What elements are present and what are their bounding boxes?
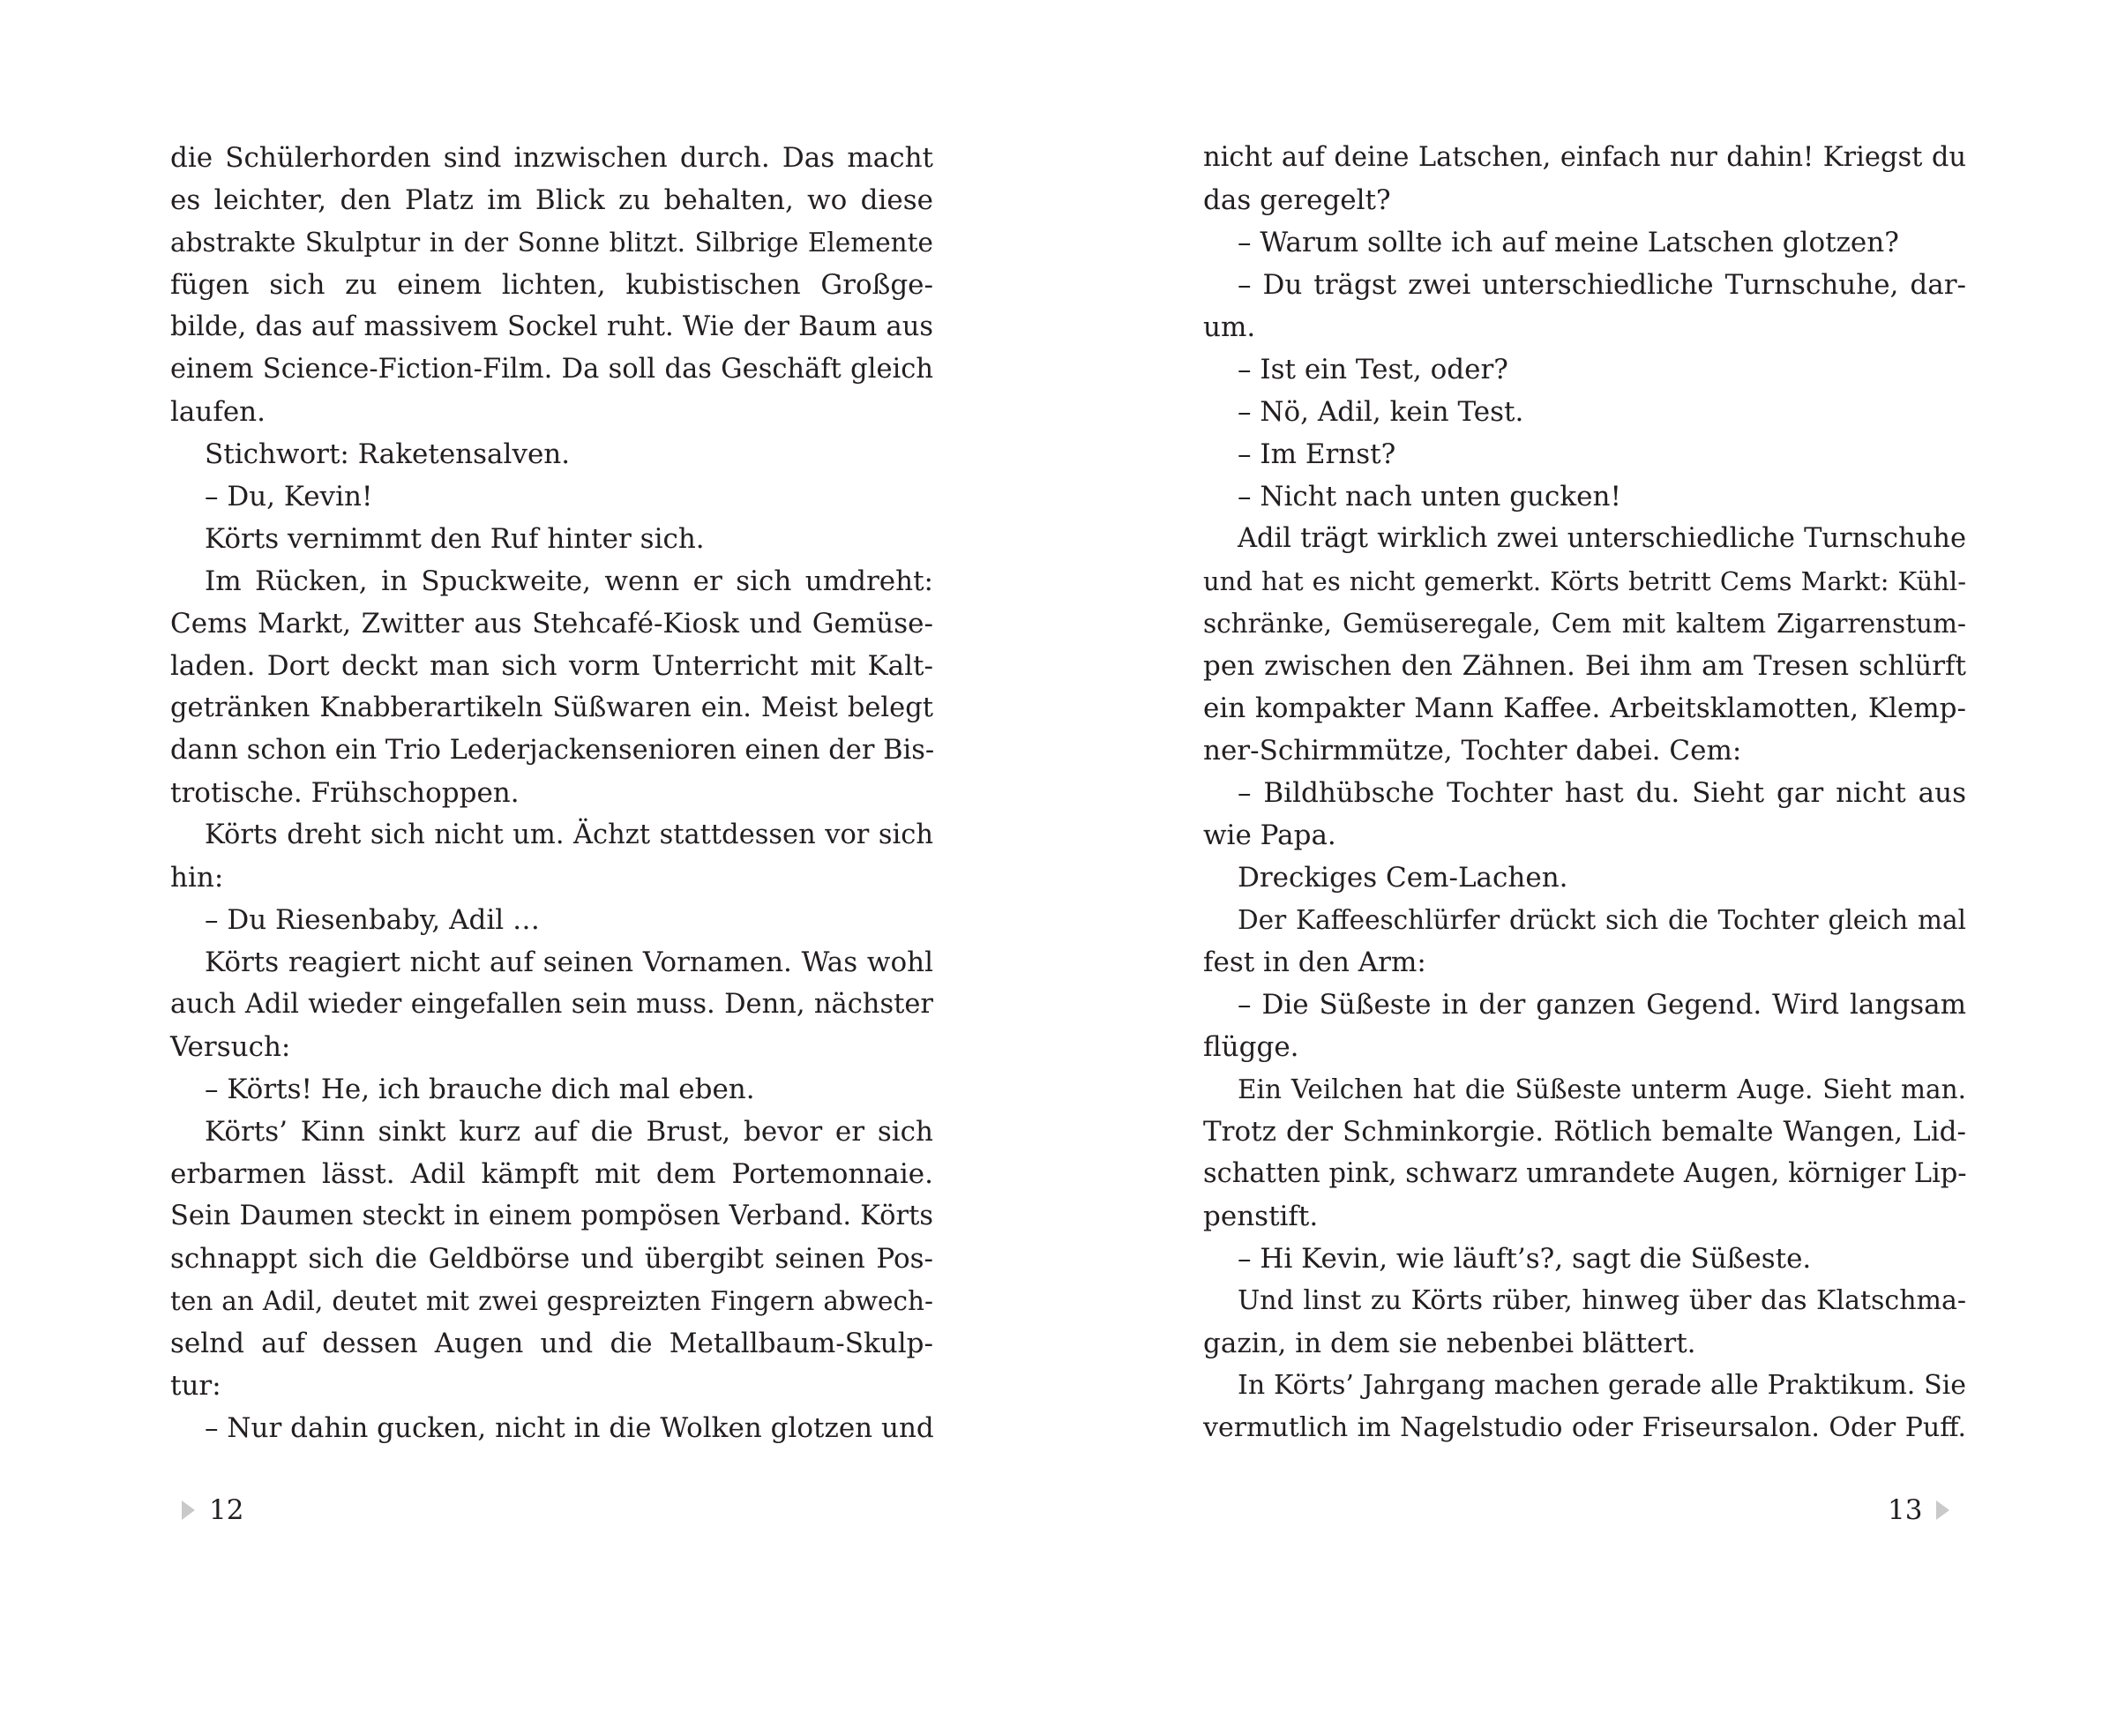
text-line: abstrakte Skulptur in der Sonne blitzt. Silbrige Elemente <box>170 228 933 258</box>
text-line: – Du trägst zwei unterschiedliche Turnschuhe, dar- <box>1238 269 1966 301</box>
text-line: – Nicht nach unten gucken! <box>1238 481 1621 513</box>
text-line: Im Rücken, in Spuckweite, wenn er sich umdreht: <box>205 565 933 597</box>
text-line: In Körts’ Jahrgang machen gerade alle Praktikum. Sie <box>1238 1370 1966 1401</box>
text-line: schnappt sich die Geldbörse und übergibt seinen Pos- <box>170 1243 933 1275</box>
text-line: – Hi Kevin, wie läuft’s?, sagt die Süßeste. <box>1238 1243 1812 1275</box>
text-line: ein kompakter Mann Kaffee. Arbeitsklamotten, Klemp- <box>1203 692 1966 724</box>
text-line: Dreckiges Cem-Lachen. <box>1238 862 1568 894</box>
text-line: – Nö, Adil, kein Test. <box>1238 396 1524 428</box>
text-line: schränke, Gemüseregale, Cem mit kaltem Zigarrenstum- <box>1203 609 1966 639</box>
text-line: Stichwort: Raketensalven. <box>205 438 571 470</box>
page-number-right: 13 <box>1888 1494 1923 1526</box>
text-line: einem Science-Fiction-Film. Da soll das Geschäft gleich <box>170 354 933 385</box>
text-line: Körts’ Kinn sinkt kurz auf die Brust, bevor er sich <box>205 1116 933 1148</box>
text-line: trotische. Frühschoppen. <box>170 777 520 809</box>
text-line: Trotz der Schminkorgie. Rötlich bemalte Wangen, Lid- <box>1203 1116 1966 1148</box>
text-line: ten an Adil, deutet mit zwei gespreizten Fingern abwech- <box>170 1286 933 1316</box>
text-line: schatten pink, schwarz umrandete Augen, körniger Lip- <box>1203 1158 1967 1189</box>
text-line: ner-Schirmmütze, Tochter dabei. Cem: <box>1203 735 1742 767</box>
text-line: nicht auf deine Latschen, einfach nur dahin! Kriegst du <box>1203 142 1966 173</box>
text-line: dann schon ein Trio Lederjackensenioren einen der Bis- <box>170 735 935 766</box>
folio-triangle-icon <box>1936 1500 1949 1520</box>
page-number-left: 12 <box>209 1494 244 1526</box>
text-line: und hat es nicht gemerkt. Körts betritt Cems Markt: Kühl- <box>1203 566 1966 596</box>
text-line: – Ist ein Test, oder? <box>1238 354 1508 385</box>
text-line: Und linst zu Körts rüber, hinweg über das Klatschma- <box>1238 1285 1966 1316</box>
text-line: – Du Riesenbaby, Adil … <box>205 904 541 936</box>
text-line: laufen. <box>170 396 266 428</box>
text-line: Sein Daumen steckt in einem pompösen Verband. Körts <box>170 1201 933 1231</box>
text-line: getränken Knabberartikeln Süßwaren ein. Meist belegt <box>170 692 933 723</box>
text-line: Der Kaffeeschlürfer drückt sich die Tochter gleich mal <box>1238 905 1966 935</box>
text-line: selnd auf dessen Augen und die Metallbaum-Skulp- <box>170 1328 933 1359</box>
text-line: Körts reagiert nicht auf seinen Vornamen. Was wohl <box>205 947 933 978</box>
text-line: flügge. <box>1203 1031 1299 1063</box>
text-line: Körts dreht sich nicht um. Ächzt stattdessen vor sich <box>205 819 933 850</box>
text-line: Versuch: <box>170 1031 291 1063</box>
text-line: gazin, in dem sie nebenbei blättert. <box>1203 1328 1696 1359</box>
text-line: hin: <box>170 862 224 894</box>
text-line: penstift. <box>1203 1201 1319 1232</box>
text-line: um. <box>1203 311 1256 343</box>
right-page-text <box>1203 137 1966 1449</box>
text-line: – Warum sollte ich auf meine Latschen glotzen? <box>1238 227 1899 258</box>
text-line: fügen sich zu einem lichten, kubistischen Großge- <box>170 269 933 301</box>
text-line: fest in den Arm: <box>1203 947 1426 978</box>
left-page-text <box>170 137 933 1449</box>
text-line: bilde, das auf massivem Sockel ruht. Wie der Baum aus <box>170 311 933 342</box>
text-line: – Bildhübsche Tochter hast du. Sieht gar nicht aus <box>1238 777 1966 809</box>
text-line: Adil trägt wirklich zwei unterschiedliche Turnschuhe <box>1238 523 1966 554</box>
text-line: – Du, Kevin! <box>205 481 373 513</box>
text-line: auch Adil wieder eingefallen sein muss. Denn, nächster <box>170 989 933 1020</box>
text-line: Cems Markt, Zwitter aus Stehcafé-Kiosk und Gemüse- <box>170 608 933 640</box>
text-line: wie Papa. <box>1203 819 1336 851</box>
text-line: – Nur dahin gucken, nicht in die Wolken glotzen und <box>205 1412 934 1444</box>
text-line: das geregelt? <box>1203 184 1391 216</box>
text-line: Körts vernimmt den Ruf hinter sich. <box>205 523 705 555</box>
text-line: laden. Dort deckt man sich vorm Unterricht mit Kalt- <box>170 650 933 682</box>
right-page-folio <box>1888 1489 1949 1531</box>
text-line: tur: <box>170 1370 221 1402</box>
text-line: – Die Süßeste in der ganzen Gegend. Wird langsam <box>1238 989 1966 1021</box>
text-line: Ein Veilchen hat die Süßeste unterm Auge. Sieht man. <box>1238 1074 1966 1104</box>
text-line: – Im Ernst? <box>1238 438 1396 470</box>
text-line: vermutlich im Nagelstudio oder Friseursalon. Oder Puff. <box>1203 1412 1966 1443</box>
text-line: – Körts! He, ich brauche dich mal eben. <box>205 1074 755 1105</box>
text-line: pen zwischen den Zähnen. Bei ihm am Tresen schlürft <box>1203 650 1966 682</box>
text-line: die Schülerhorden sind inzwischen durch. Das macht <box>170 142 933 174</box>
folio-triangle-icon <box>182 1500 195 1520</box>
left-page-folio <box>182 1489 243 1531</box>
text-line: erbarmen lässt. Adil kämpft mit dem Portemonnaie. <box>170 1158 933 1190</box>
text-line: es leichter, den Platz im Blick zu behalten, wo diese <box>170 184 933 216</box>
